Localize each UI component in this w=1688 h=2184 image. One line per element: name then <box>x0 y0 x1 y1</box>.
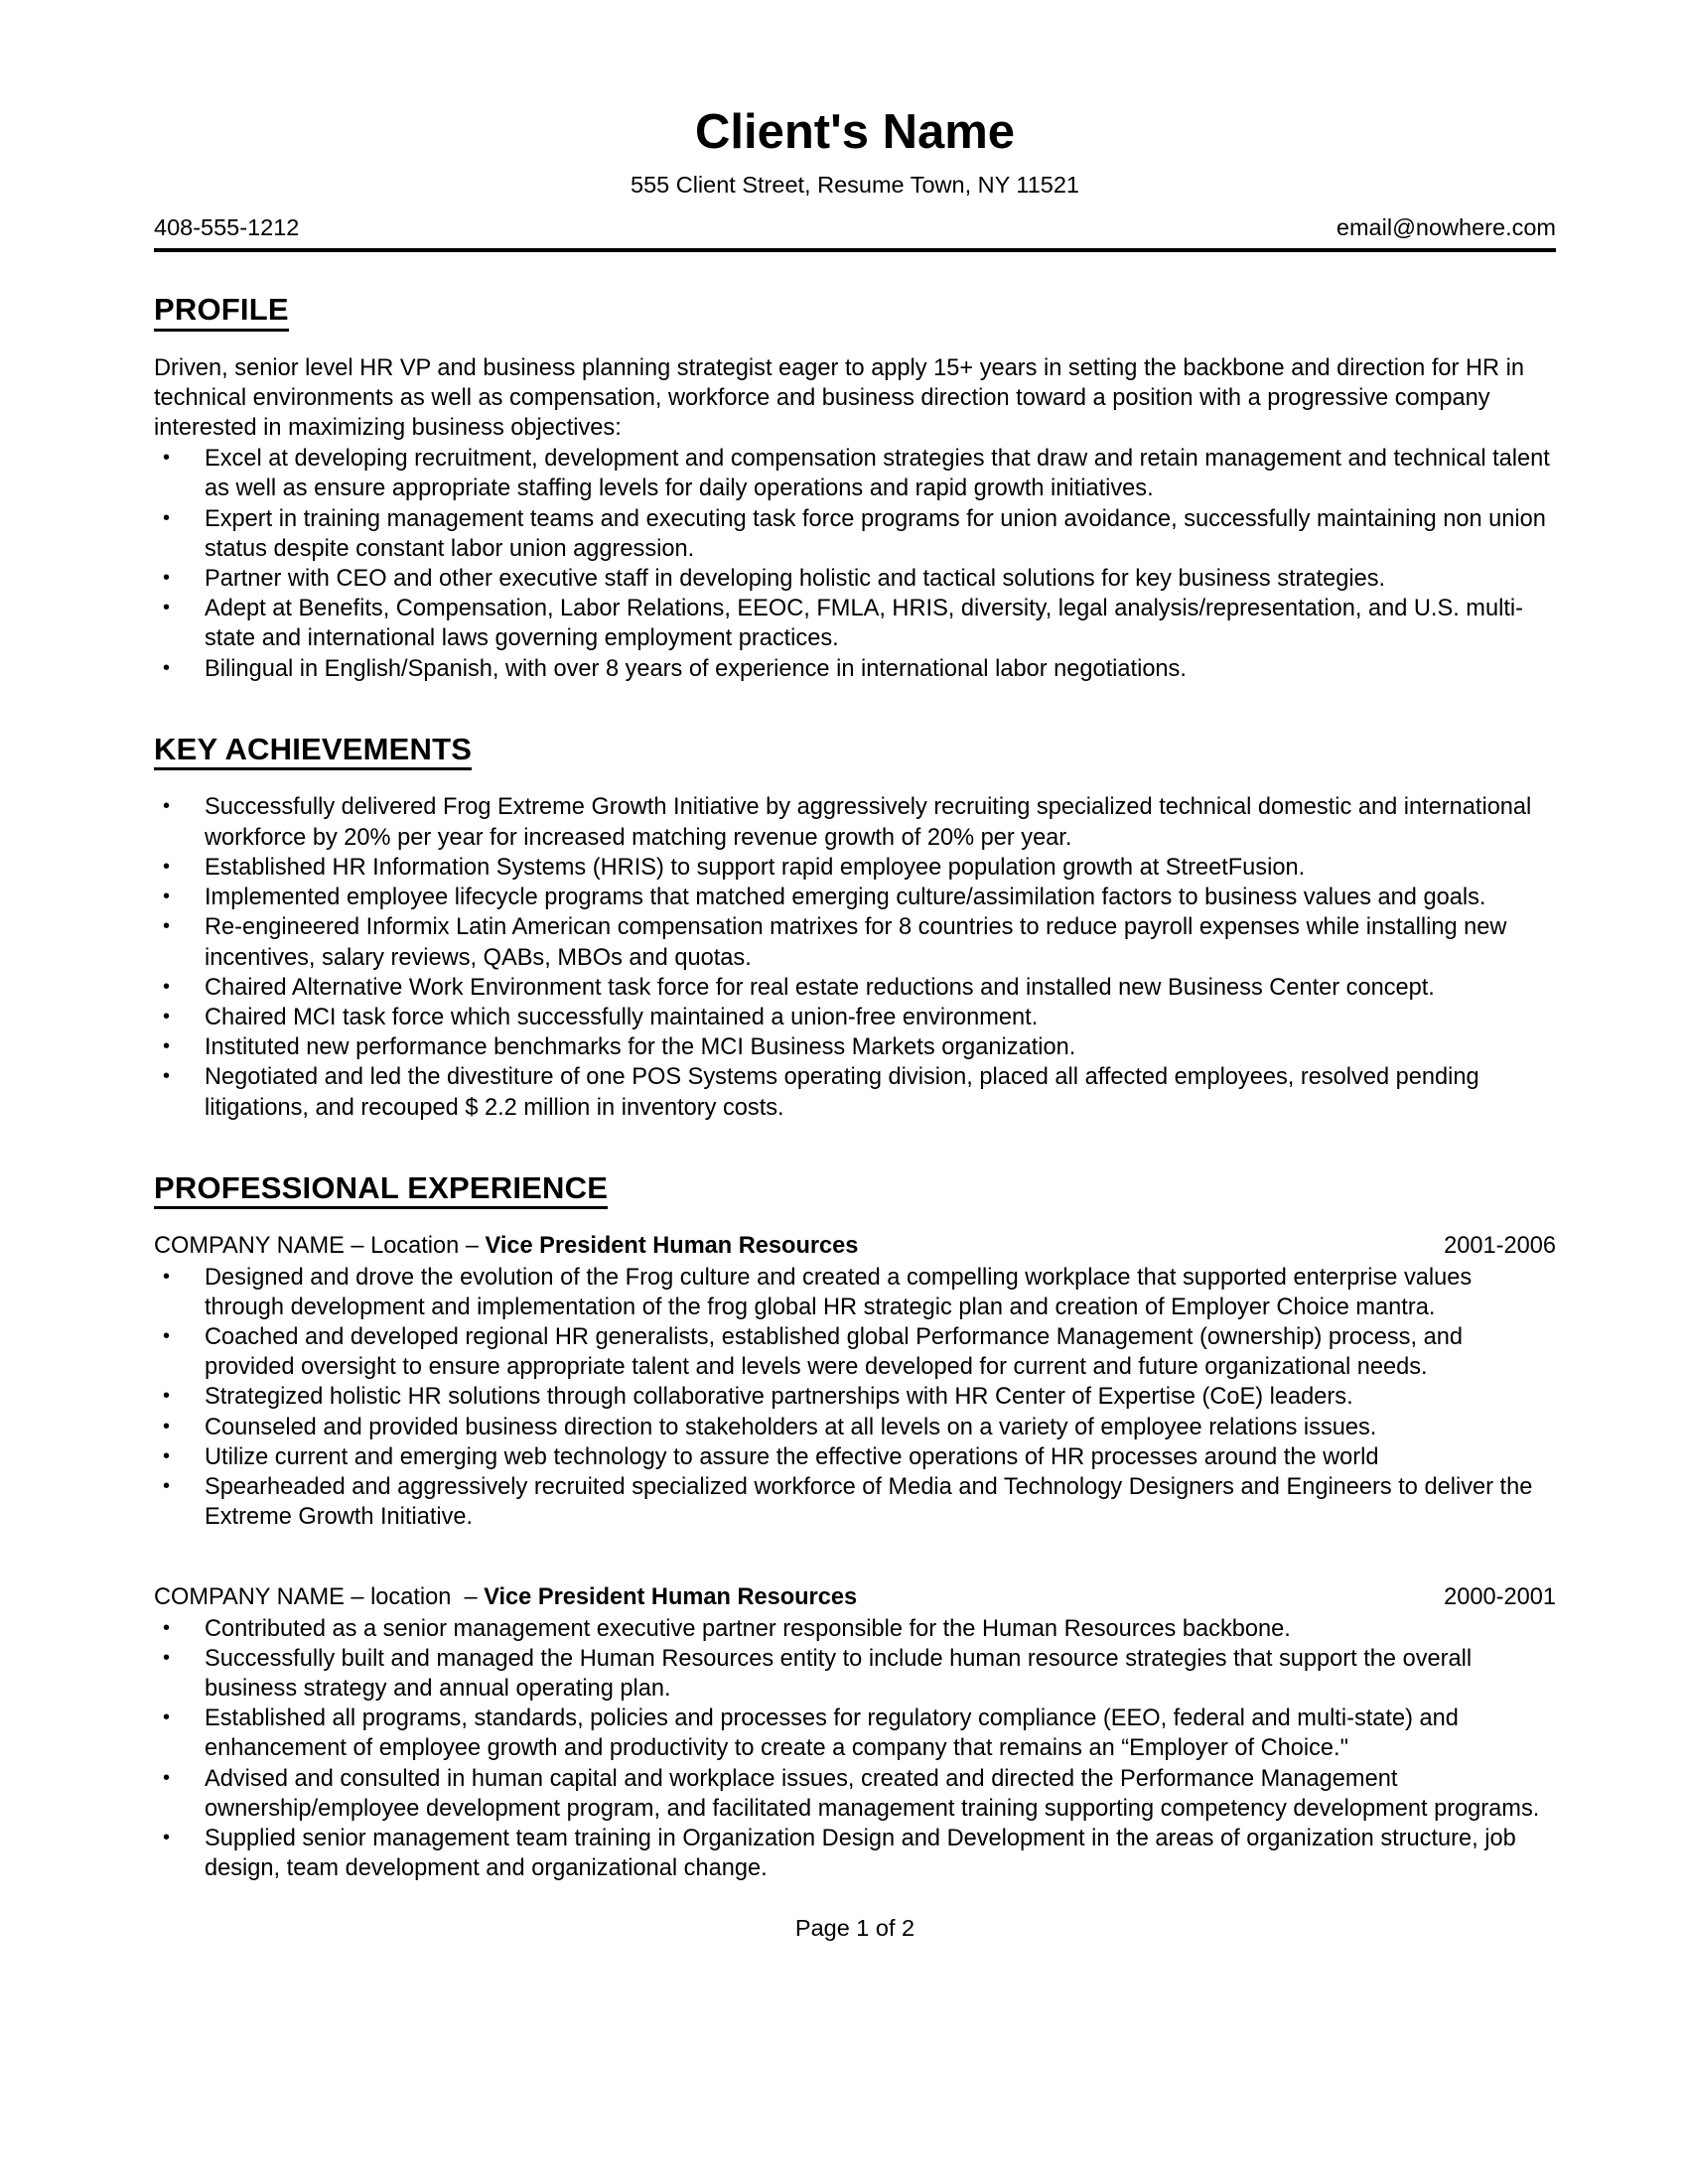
key-achievements-heading-wrap <box>154 733 1556 771</box>
job-bullet: • Strategized holistic HR solutions through collaborative partnerships with HR Center of Expertise (CoE) leaders. <box>154 1382 1556 1412</box>
key-achievement-bullet: • Implemented employee lifecycle programs that matched emerging culture/assimilation factors to business values and goals. <box>154 883 1556 912</box>
job-bullet: • Counseled and provided business direction to stakeholders at all levels on a variety of employee relations issues. <box>154 1413 1556 1442</box>
profile-summary: Driven, senior level HR VP and business planning strategist eager to apply 15+ years in setting the backbone and direction for HR in technical environments as well as compensation, workforce and business direction toward a position with a progressive company interested in maximizing business objectives: <box>154 354 1524 441</box>
job-spacer <box>154 1532 1556 1561</box>
key-achievement-bullet: • Instituted new performance benchmarks for the MCI Business Markets organization. <box>154 1032 1556 1062</box>
job-bullet: • Advised and consulted in human capital and workplace issues, created and directed the Performance Management ownership/employee development program, and facilitated management training supporting competency development programs. <box>154 1764 1556 1824</box>
job-company-location: COMPANY NAME – Location – Vice President Human Resources <box>154 1233 859 1260</box>
candidate-phone: 408-555-1212 <box>154 213 300 240</box>
profile-bullet: • Adept at Benefits, Compensation, Labor Relations, EEOC, FMLA, HRIS, diversity, legal analysis/representation, and U.S. multi-state and international laws governing employment practices. <box>154 594 1556 653</box>
section-profile <box>154 252 1556 684</box>
job-bullet-list <box>154 1262 1556 1533</box>
profile-bullet: • Excel at developing recruitment, development and compensation strategies that draw and retain management and technical talent as well as ensure appropriate staffing levels for daily operations and rapid growth initiatives. <box>154 444 1556 503</box>
job-bullet: • Designed and drove the evolution of the Frog culture and created a compelling workplace that supported enterprise values through development and implementation of the frog global HR strategic plan and creation of Employer Choice mantra. <box>154 1263 1556 1322</box>
professional-experience-heading: PROFESSIONAL EXPERIENCE <box>154 1171 608 1210</box>
resume-header <box>154 0 1556 252</box>
job-bullet: • Successfully built and managed the Human Resources entity to include human resource strategies that support the overall business strategy and annual operating plan. <box>154 1644 1556 1704</box>
profile-bullet: • Partner with CEO and other executive staff in developing holistic and tactical solutions for key business strategies. <box>154 564 1556 594</box>
job-title: Vice President Human Resources <box>484 1584 858 1611</box>
job-company-location: COMPANY NAME – location – Vice President Human Resources <box>154 1584 858 1611</box>
candidate-address: 555 Client Street, Resume Town, NY 11521 <box>631 172 1079 199</box>
candidate-name: Client's Name <box>694 105 1016 159</box>
professional-experience-heading-wrap <box>154 1171 1556 1210</box>
profile-bullet: • Expert in training management teams and executing task force programs for union avoidance, successfully maintaining non union status despite constant labor union aggression. <box>154 504 1556 564</box>
job-bullet: • Coached and developed regional HR generalists, established global Performance Management (ownership) process, and provided oversight to ensure appropriate talent and levels were developed for current and future organizational needs. <box>154 1322 1556 1382</box>
key-achievement-bullet: • Re-engineered Informix Latin American compensation matrixes for 8 countries to reduce payroll expenses while installing new incentives, salary reviews, QABs, MBOs and quotas. <box>154 912 1556 972</box>
section-professional-experience <box>154 1123 1556 1884</box>
key-achievements-heading: KEY ACHIEVEMENTS <box>154 733 472 771</box>
key-achievement-bullet: • Chaired MCI task force which successfully maintained a union-free environment. <box>154 1003 1556 1032</box>
profile-heading: PROFILE <box>154 293 289 332</box>
job-title: Vice President Human Resources <box>485 1233 859 1260</box>
key-achievement-bullet: • Negotiated and led the divestiture of one POS Systems operating division, placed all affected employees, resolved pending litigations, and recouped $ 2.2 million in inventory costs. <box>154 1062 1556 1122</box>
profile-heading-wrap <box>154 293 1556 332</box>
job-bullet: • Contributed as a senior management executive partner responsible for the Human Resources backbone. <box>154 1614 1556 1644</box>
profile-bullet: • Bilingual in English/Spanish, with over 8 years of experience in international labor negotiations. <box>154 654 1556 684</box>
resume-content <box>154 0 1556 1942</box>
job-dates: 2000-2001 <box>1444 1584 1556 1611</box>
section-key-achievements <box>154 684 1556 1123</box>
job-bullet-list <box>154 1613 1556 1884</box>
job-bullet: • Established all programs, standards, policies and processes for regulatory compliance (EEO, federal and multi-state) and enhancement of employee growth and productivity to create a company that remains an “Employer of Choice." <box>154 1704 1556 1763</box>
job-bullet: • Supplied senior management team training in Organization Design and Development in the areas of organization structure, job design, team development and organizational change. <box>154 1824 1556 1883</box>
job-header <box>154 1561 1556 1612</box>
key-achievement-bullet: • Successfully delivered Frog Extreme Growth Initiative by aggressively recruiting specialized technical domestic and international workforce by 20% per year for increased matching revenue growth of 20% per year. <box>154 792 1556 852</box>
key-achievements-bullet-list <box>154 770 1556 1122</box>
key-achievement-bullet: • Chaired Alternative Work Environment task force for real estate reductions and installed new Business Center concept. <box>154 973 1556 1003</box>
profile-bullet-list <box>154 443 1556 684</box>
page-footer: Page 1 of 2 <box>794 1914 915 1941</box>
job-bullet: • Spearheaded and aggressively recruited specialized workforce of Media and Technology Designers and Engineers to deliver the Extreme Growth Initiative. <box>154 1472 1556 1532</box>
candidate-email: email@nowhere.com <box>1336 213 1556 240</box>
job-bullet: • Utilize current and emerging web technology to assure the effective operations of HR processes around the world <box>154 1442 1556 1472</box>
job-header <box>154 1209 1556 1261</box>
contact-row <box>154 200 1556 241</box>
jobs-container <box>154 1209 1556 1883</box>
key-achievement-bullet: • Established HR Information Systems (HRIS) to support rapid employee population growth at StreetFusion. <box>154 853 1556 883</box>
job-dates: 2001-2006 <box>1444 1233 1556 1260</box>
